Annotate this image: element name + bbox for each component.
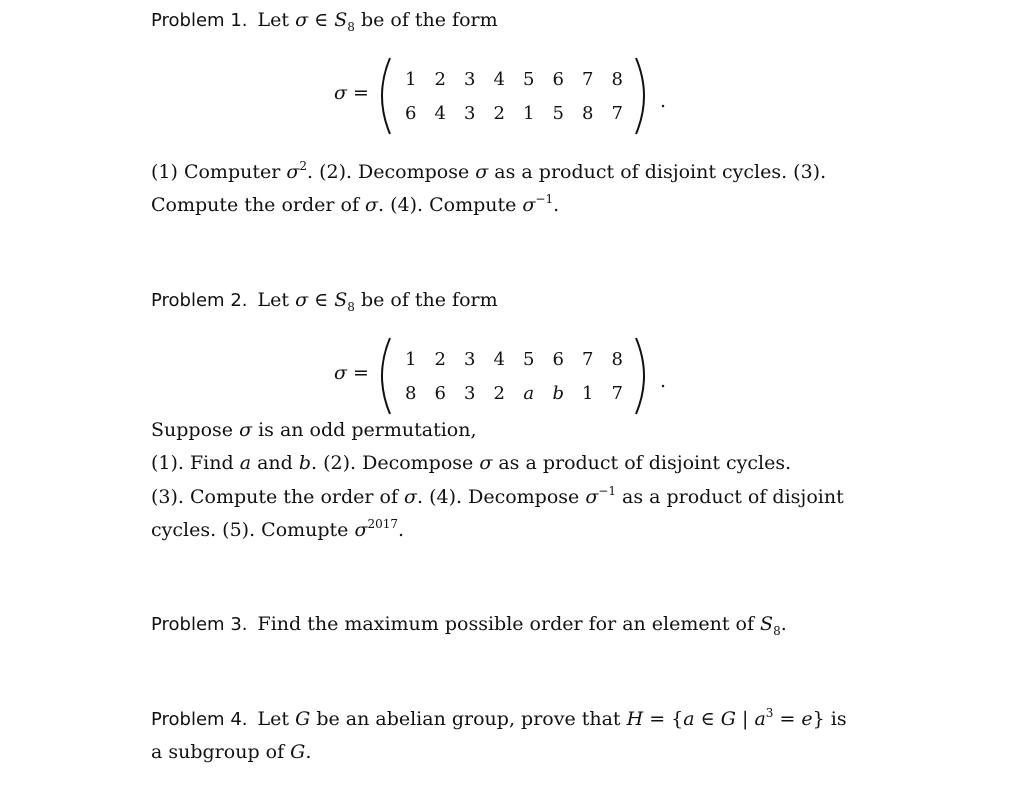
matrix-bottom-row: 8 6 3 2 a b 1 7 xyxy=(405,382,623,404)
matrix-grid xyxy=(396,342,632,410)
problem2-line2: (1). Find a and b. (2). Decompose σ as a product of disjoint cycles. xyxy=(151,452,792,474)
matrix-grid xyxy=(396,62,632,130)
problem3-statement: Problem 3. Find the maximum possible order for an element of $S_8$. xyxy=(151,613,787,638)
problem3-label: Problem 3. xyxy=(151,614,248,635)
left-paren-icon xyxy=(372,336,394,416)
problem1-statement: Problem 1. Let σ ∈ $S_8$ be of the form xyxy=(151,9,498,34)
problem2-line3: (3). Compute the order of σ. (4). Decompose $\sigma^{-1}$ as a product of disjoint xyxy=(151,483,844,508)
problem2-statement: Problem 2. Let σ ∈ $S_8$ be of the form xyxy=(151,289,498,314)
right-paren-icon xyxy=(632,336,654,416)
left-paren-icon xyxy=(372,56,394,136)
problem4-label: Problem 4. xyxy=(151,709,248,730)
problem2-permutation-matrix: σ = 1 2 3 4 5 6 7 8 8 6 3 2 a b 1 7 . xyxy=(334,336,674,416)
matrix-top-row: 1 2 3 4 5 6 7 8 xyxy=(405,348,623,370)
matrix-top-row: 1 2 3 4 5 6 7 8 xyxy=(405,68,623,90)
sigma-equals: σ = xyxy=(334,82,369,104)
problem2-label: Problem 2. xyxy=(151,290,248,311)
problem2-line4: cycles. (5). Comupte $\sigma^{2017}$. xyxy=(151,516,405,541)
sigma-equals: σ = xyxy=(334,362,369,384)
problem1-questions-line2: Compute the order of σ. (4). Compute $\sigma^{-1}$. xyxy=(151,191,560,216)
problem1-permutation-matrix: σ = 1 2 3 4 5 6 7 8 6 4 3 2 1 5 8 7 . xyxy=(334,56,674,136)
matrix-bottom-row: 6 4 3 2 1 5 8 7 xyxy=(405,102,623,124)
problem4-statement: Problem 4. Let G be an abelian group, prove that H = {a ∈ G | $a^3 = e$} is xyxy=(151,705,847,730)
problem1-label: Problem 1. xyxy=(151,10,248,31)
problem1-questions-line1: (1) Computer $\sigma^2$. (2). Decompose σ as a product of disjoint cycles. (3). xyxy=(151,158,827,183)
problem2-line1: Suppose σ is an odd permutation, xyxy=(151,419,477,441)
right-paren-icon xyxy=(632,56,654,136)
problem4-line2: a subgroup of G. xyxy=(151,741,312,763)
